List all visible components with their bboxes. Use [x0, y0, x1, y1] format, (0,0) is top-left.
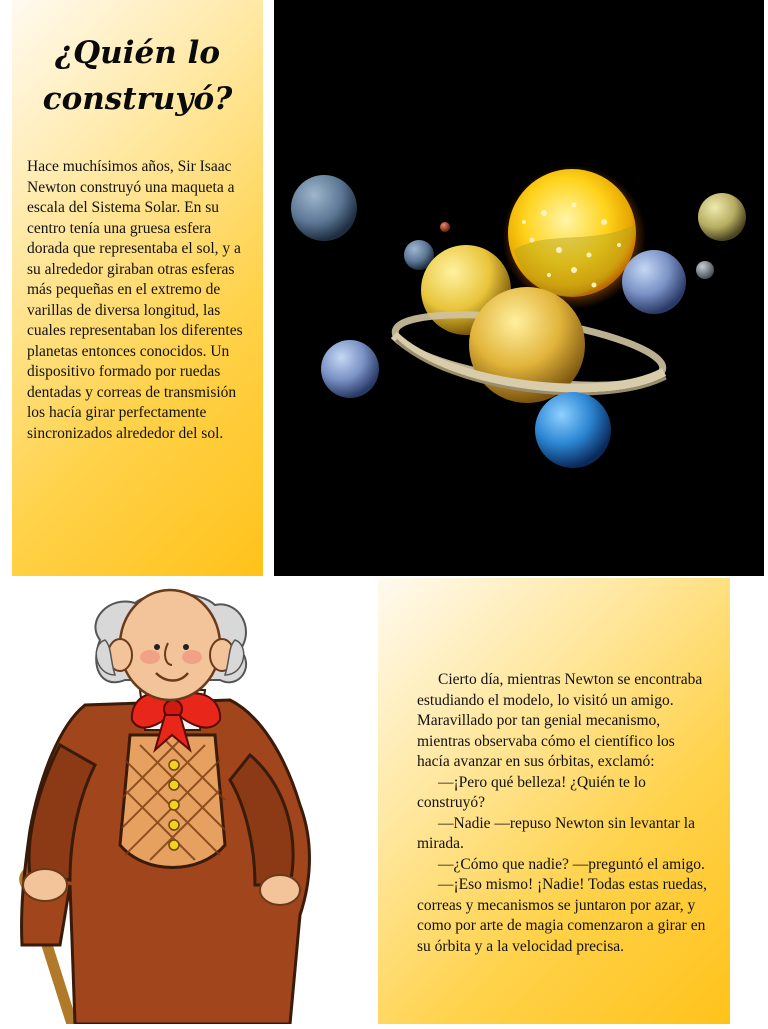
story-paragraph-5: —¡Eso mismo! ¡Nadie! Todas estas ruedas, correas y mecanismos se juntaron por azar, y como por arte de magia comenzaron a girar en su órbita y a la velocidad precisa.	[417, 876, 707, 955]
story-text	[417, 670, 707, 957]
planet-left-blue	[321, 340, 379, 398]
solar-system-image	[274, 0, 764, 576]
planet-neptune	[622, 250, 686, 314]
story-paragraph-4: —¿Cómo que nadie? —preguntó el amigo.	[438, 855, 705, 873]
planet-small-gray	[696, 261, 714, 279]
story-paragraph-2: —¡Pero qué belleza! ¿Quién te lo construyó?	[417, 773, 646, 811]
newton-illustration	[0, 585, 340, 1024]
title-line-1: ¿Quién lo	[55, 35, 220, 71]
intro-panel	[12, 0, 263, 576]
story-panel	[378, 578, 730, 1024]
page-title	[12, 30, 263, 122]
vest	[120, 735, 225, 868]
planet-tiny-red	[440, 222, 450, 232]
story-paragraph-1: Cierto día, mientras Newton se encontraba estudiando el modelo, lo visitó un amigo. Maravillado por tan genial mecanismo, mientras observaba cómo el científico los hacía avanzar en sus órbitas, exclamó:	[417, 671, 703, 770]
story-paragraph-3: —Nadie —repuso Newton sin levantar la mirada.	[417, 814, 695, 852]
intro-paragraph: Hace muchísimos años, Sir Isaac Newton construyó una maqueta a escala del Sistema Solar. En su centro tenía una gruesa esfera dorada que representaba el sol, y a su alrededor giraban otras esferas más pequeñas en el extremo de varillas de diversa longitud, las cuales representaban los diferentes planetas entonces conocidos. Un dispositivo formado por ruedas dentadas y correas de transmisión los hacía girar perfectamente sincronizados alrededor del sol.	[27, 158, 243, 442]
planet-earth	[535, 392, 611, 468]
planet-olive	[698, 193, 746, 241]
newton-head	[95, 590, 246, 700]
title-line-2: construyó?	[42, 81, 233, 117]
planet-grayblue	[291, 175, 357, 241]
